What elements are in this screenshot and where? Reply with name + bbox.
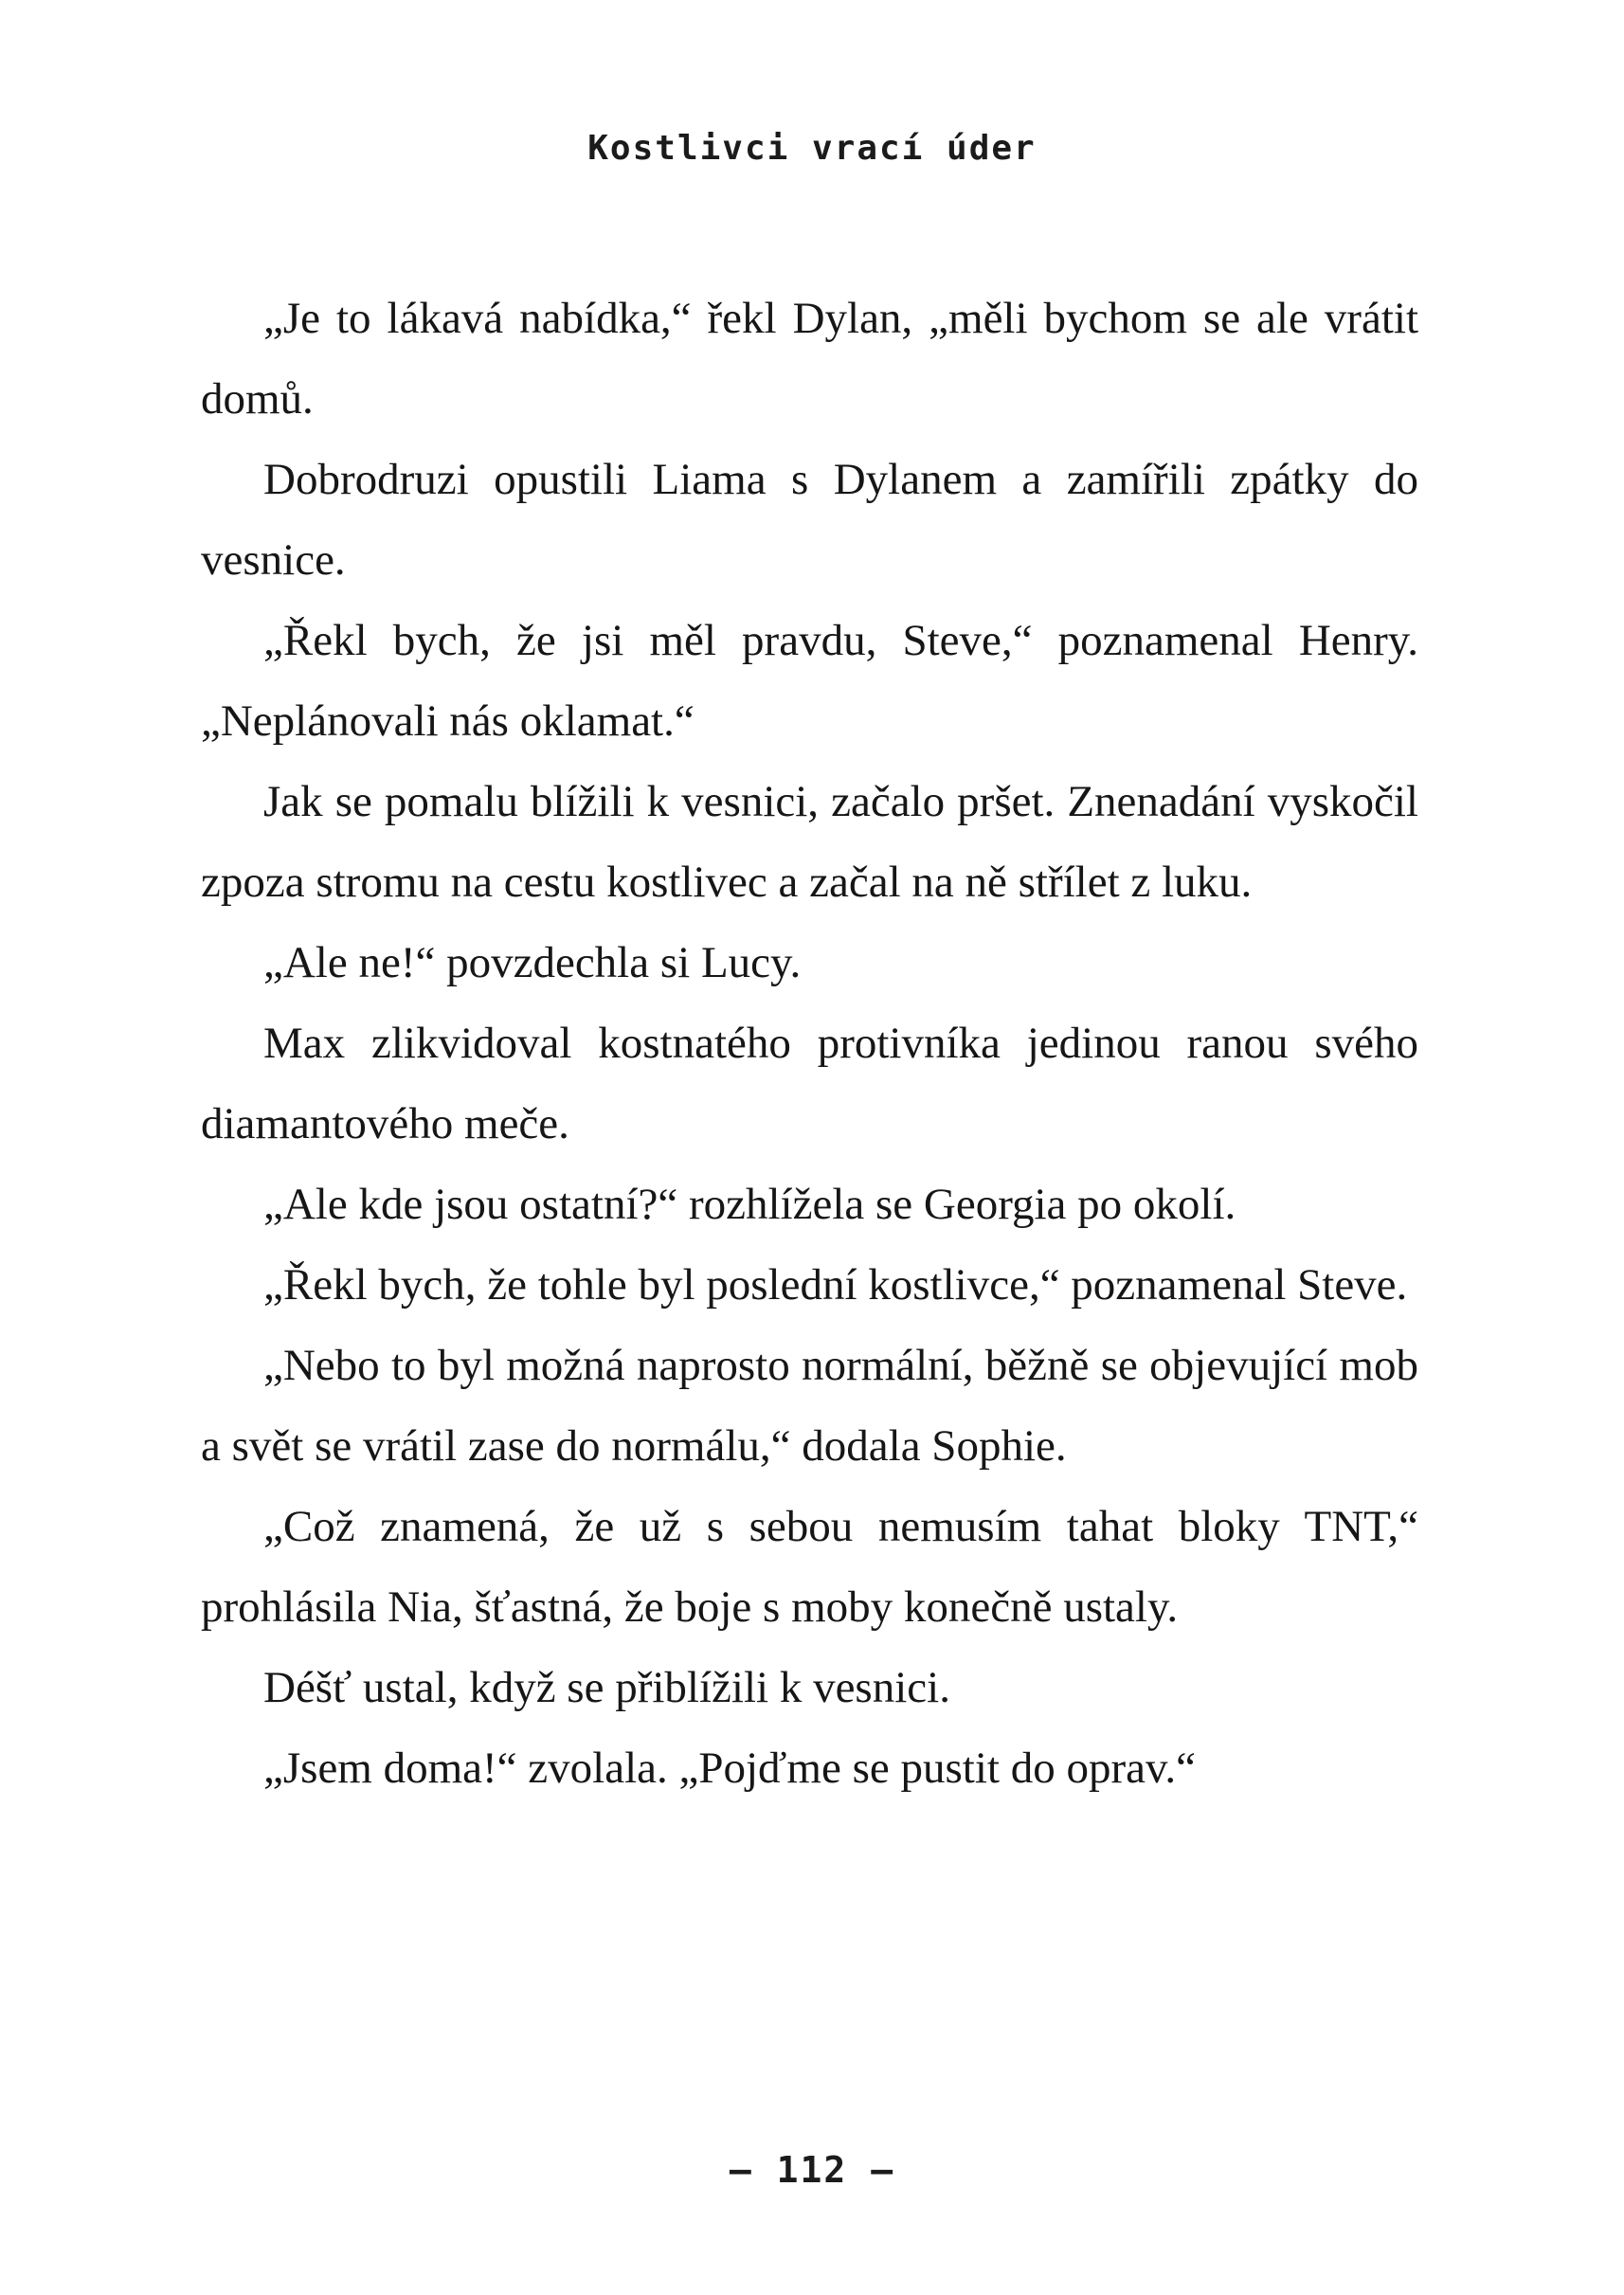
running-header: Kostlivci vrací úder [587, 129, 1037, 168]
paragraph: „Je to lákavá nabídka,“ řekl Dylan, „měli bychom se ale vrátit domů. [201, 294, 1418, 424]
paragraph: „Řekl bych, že jsi měl pravdu, Steve,“ poznamenal Henry. „Neplánovali nás oklamat.“ [201, 616, 1418, 746]
paragraph: Max zlikvidoval kostnatého protivníka jedinou ranou svého diamantového meče. [201, 1019, 1418, 1148]
paragraph: „Což znamená, že už s sebou nemusím tahat bloky TNT,“ prohlásila Nia, šťastná, že boje s moby konečně ustaly. [201, 1502, 1418, 1632]
paragraph: „Nebo to byl možná naprosto normální, běžně se objevující mob a svět se vrátil zase do normálu,“ dodala Sophie. [201, 1341, 1418, 1471]
paragraph: „Ale ne!“ povzdechla si Lucy. [263, 938, 802, 987]
paragraph: Jak se pomalu blížili k vesnici, začalo pršet. Znenadání vyskočil zpoza stromu na cestu kostlivec a začal na ně střílet z luku. [201, 777, 1418, 907]
paragraph: „Řekl bych, že tohle byl poslední kostlivce,“ poznamenal Steve. [263, 1260, 1408, 1310]
paragraph: Déšť ustal, když se přiblížili k vesnici. [263, 1663, 950, 1712]
paragraph: „Ale kde jsou ostatní?“ rozhlížela se Georgia po okolí. [263, 1180, 1236, 1229]
paragraph: Dobrodruzi opustili Liama s Dylanem a zamířili zpátky do vesnice. [201, 455, 1418, 585]
body-text [201, 279, 1418, 1809]
page-number: – 112 – [729, 2149, 895, 2191]
paragraph: „Jsem doma!“ zvolala. „Pojďme se pustit do oprav.“ [263, 1744, 1197, 1793]
